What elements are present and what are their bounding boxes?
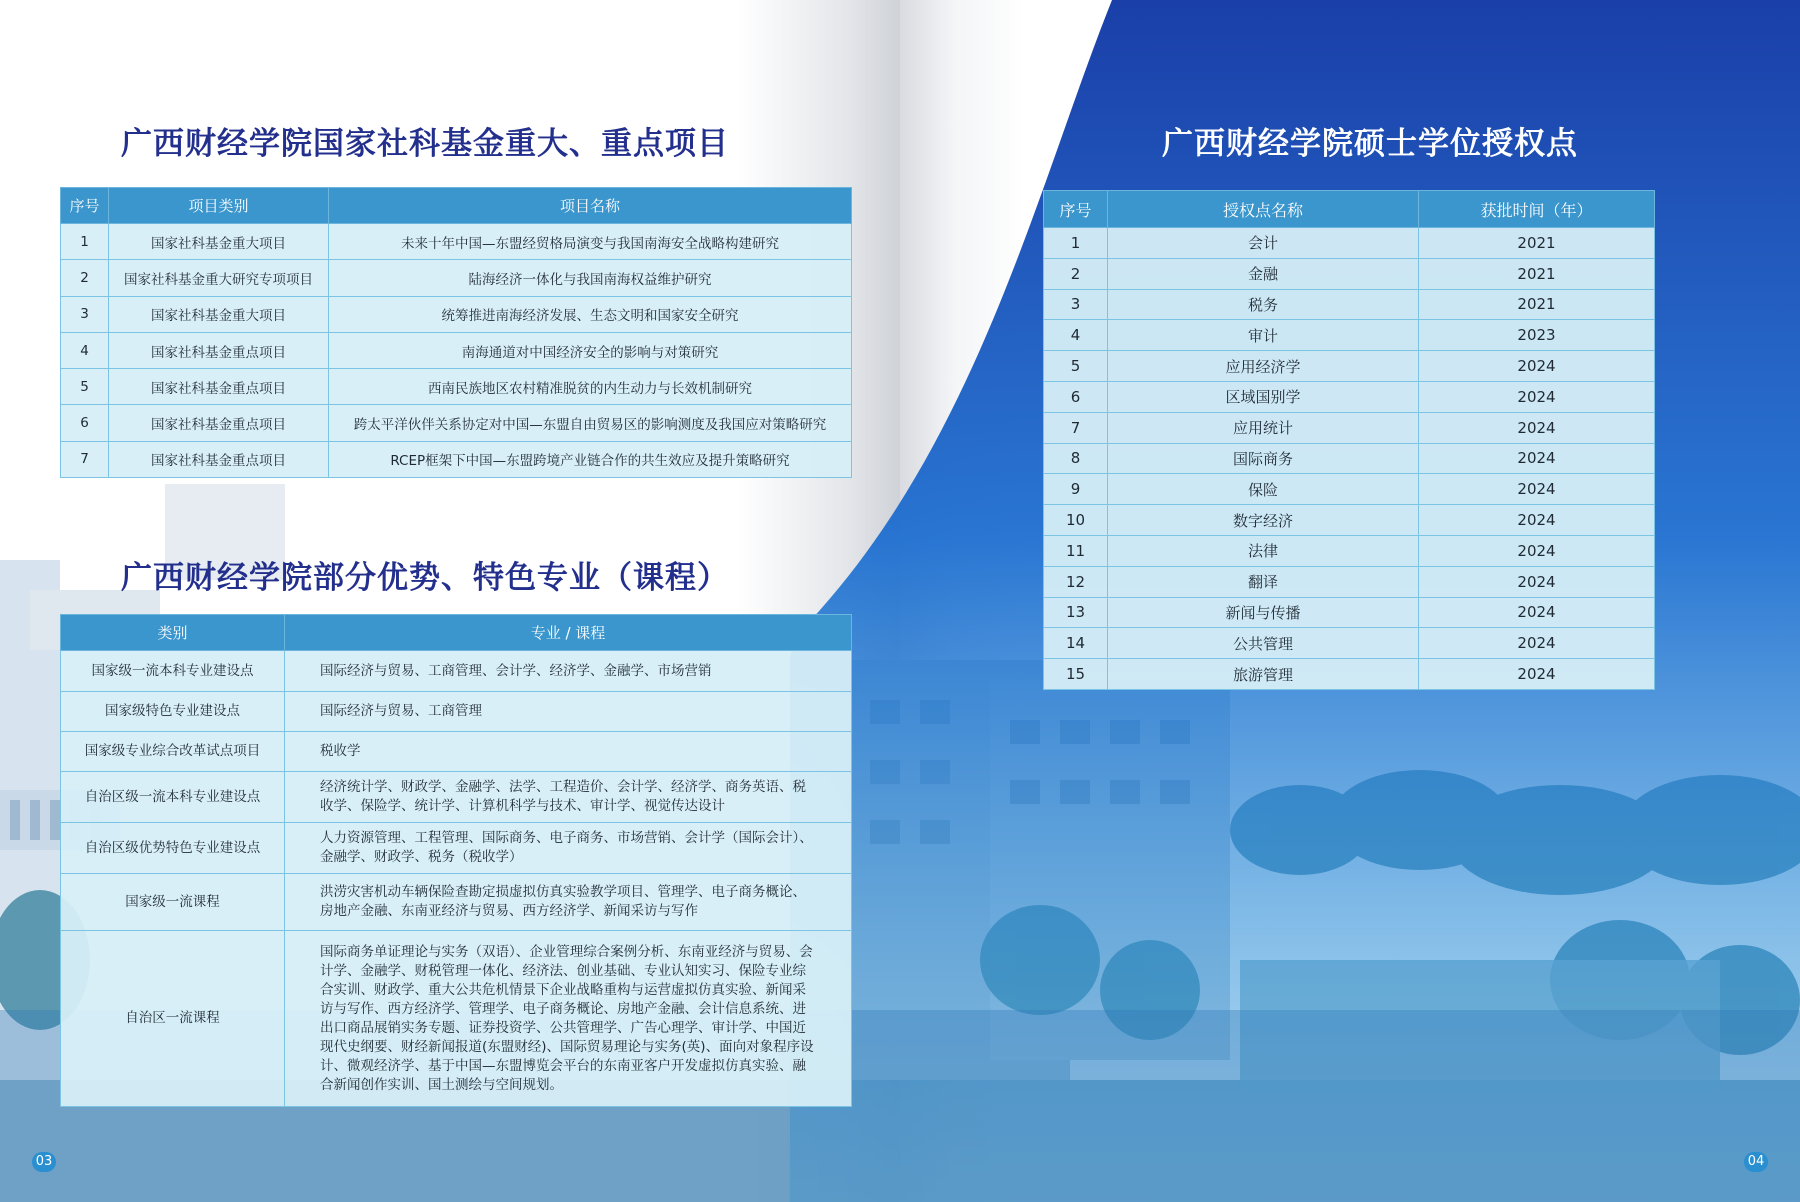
header-approval-year: 获批时间（年） — [1419, 191, 1655, 228]
cell-approval-year: 2024 — [1419, 597, 1655, 628]
cell-index: 3 — [61, 296, 109, 332]
header-index: 序号 — [1044, 191, 1108, 228]
table-row — [61, 260, 852, 296]
cell-approval-year: 2024 — [1419, 351, 1655, 382]
projects-title: 广西财经学院国家社科基金重大、重点项目 — [121, 126, 729, 162]
cell-category: 国家社科基金重点项目 — [109, 405, 329, 441]
cell-project-name: 未来十年中国—东盟经贸格局演变与我国南海安全战略构建研究 — [329, 224, 852, 260]
majors-title: 广西财经学院部分优势、特色专业（课程） — [121, 560, 729, 596]
cell-subjects: 人力资源管理、工程管理、国际商务、电子商务、市场营销、会计学（国际会计）、金融学、财政学、税务（税收学） — [285, 823, 852, 874]
table-row — [1044, 443, 1655, 474]
table-row — [61, 651, 852, 692]
header-category: 类别 — [61, 615, 285, 651]
cell-subjects: 洪涝灾害机动车辆保险查勘定损虚拟仿真实验教学项目、管理学、电子商务概论、房地产金融、东南亚经济与贸易、西方经济学、新闻采访与写作 — [285, 874, 852, 931]
header-degree-name: 授权点名称 — [1108, 191, 1419, 228]
table-row — [1044, 474, 1655, 505]
cell-degree-name: 法律 — [1108, 535, 1419, 566]
cell-degree-name: 会计 — [1108, 228, 1419, 259]
table-row — [1044, 628, 1655, 659]
cell-degree-name: 保险 — [1108, 474, 1419, 505]
cell-index: 6 — [61, 405, 109, 441]
cell-degree-name: 应用经济学 — [1108, 351, 1419, 382]
cell-category: 国家社科基金重点项目 — [109, 441, 329, 477]
table-row — [1044, 289, 1655, 320]
table-row — [1044, 659, 1655, 690]
table-row — [1044, 566, 1655, 597]
table-row — [1044, 597, 1655, 628]
page-number-left: 03 — [32, 1152, 56, 1172]
cell-index: 1 — [1044, 228, 1108, 259]
cell-category: 自治区级优势特色专业建设点 — [61, 823, 285, 874]
cell-category: 国家社科基金重点项目 — [109, 369, 329, 405]
cell-index: 1 — [61, 224, 109, 260]
cell-approval-year: 2024 — [1419, 628, 1655, 659]
cell-approval-year: 2024 — [1419, 443, 1655, 474]
cell-index: 3 — [1044, 289, 1108, 320]
table-row — [61, 874, 852, 931]
cell-category: 自治区级一流本科专业建设点 — [61, 772, 285, 823]
cell-category: 国家级一流本科专业建设点 — [61, 651, 285, 692]
cell-approval-year: 2024 — [1419, 412, 1655, 443]
cell-project-name: 统筹推进南海经济发展、生态文明和国家安全研究 — [329, 296, 852, 332]
table-row — [1044, 535, 1655, 566]
cell-index: 6 — [1044, 381, 1108, 412]
cell-index: 10 — [1044, 505, 1108, 536]
cell-approval-year: 2021 — [1419, 289, 1655, 320]
cell-index: 4 — [61, 332, 109, 368]
table-row — [61, 224, 852, 260]
cell-approval-year: 2024 — [1419, 474, 1655, 505]
cell-index: 15 — [1044, 659, 1108, 690]
table-row — [1044, 228, 1655, 259]
cell-approval-year: 2024 — [1419, 505, 1655, 536]
page-number-right: 04 — [1744, 1152, 1768, 1172]
table-row — [61, 692, 852, 732]
cell-index: 7 — [1044, 412, 1108, 443]
cell-index: 12 — [1044, 566, 1108, 597]
cell-approval-year: 2021 — [1419, 228, 1655, 259]
header-subjects: 专业 / 课程 — [285, 615, 852, 651]
table-row — [61, 823, 852, 874]
cell-project-name: RCEP框架下中国—东盟跨境产业链合作的共生效应及提升策略研究 — [329, 441, 852, 477]
cell-project-name: 陆海经济一体化与我国南海权益维护研究 — [329, 260, 852, 296]
table-row — [61, 441, 852, 477]
cell-category: 国家社科基金重大研究专项项目 — [109, 260, 329, 296]
table-header-row — [61, 188, 852, 224]
cell-project-name: 西南民族地区农村精准脱贫的内生动力与长效机制研究 — [329, 369, 852, 405]
cell-index: 13 — [1044, 597, 1108, 628]
cell-project-name: 南海通道对中国经济安全的影响与对策研究 — [329, 332, 852, 368]
cell-index: 5 — [1044, 351, 1108, 382]
cell-category: 国家级特色专业建设点 — [61, 692, 285, 732]
cell-approval-year: 2024 — [1419, 535, 1655, 566]
table-row — [61, 369, 852, 405]
header-project-name: 项目名称 — [329, 188, 852, 224]
cell-approval-year: 2024 — [1419, 381, 1655, 412]
cell-subjects: 税收学 — [285, 732, 852, 772]
cell-subjects: 国际商务单证理论与实务（双语）、企业管理综合案例分析、东南亚经济与贸易、会计学、金融学、财税管理一体化、经济法、创业基础、专业认知实习、保险专业综合实训、财政学、重大公共危机情景下企业战略重构与运营虚拟仿真实验、新闻采访与写作、西方经济学、管理学、电子商务概论、房地产金融、会计信息系统、进出口商品展销实务专题、证券投资学、公共管理学、广告心理学、审计学、中国近现代史纲要、财经新闻报道(东盟财经)、国际贸易理论与实务(英)、面向对象程序设计、微观经济学、基于中国—东盟博览会平台的东南亚客户开发虚拟仿真实验、融合新闻创作实训、国土测绘与空间规划。 — [285, 931, 852, 1107]
cell-index: 4 — [1044, 320, 1108, 351]
table-row — [1044, 258, 1655, 289]
cell-subjects: 经济统计学、财政学、金融学、法学、工程造价、会计学、经济学、商务英语、税收学、保险学、统计学、计算机科学与技术、审计学、视觉传达设计 — [285, 772, 852, 823]
table-header-row — [1044, 191, 1655, 228]
cell-index: 9 — [1044, 474, 1108, 505]
cell-index: 7 — [61, 441, 109, 477]
cell-subjects: 国际经济与贸易、工商管理 — [285, 692, 852, 732]
table-row — [1044, 351, 1655, 382]
cell-category: 国家社科基金重大项目 — [109, 224, 329, 260]
header-index: 序号 — [61, 188, 109, 224]
cell-index: 11 — [1044, 535, 1108, 566]
cell-degree-name: 翻译 — [1108, 566, 1419, 597]
table-row — [1044, 320, 1655, 351]
cell-project-name: 跨太平洋伙伴关系协定对中国—东盟自由贸易区的影响测度及我国应对策略研究 — [329, 405, 852, 441]
table-row — [1044, 412, 1655, 443]
cell-degree-name: 数字经济 — [1108, 505, 1419, 536]
cell-category: 自治区一流课程 — [61, 931, 285, 1107]
cell-degree-name: 国际商务 — [1108, 443, 1419, 474]
majors-table — [60, 614, 852, 1107]
table-row — [1044, 381, 1655, 412]
cell-degree-name: 金融 — [1108, 258, 1419, 289]
cell-category: 国家级一流课程 — [61, 874, 285, 931]
table-row — [61, 332, 852, 368]
cell-category: 国家社科基金重大项目 — [109, 296, 329, 332]
cell-approval-year: 2023 — [1419, 320, 1655, 351]
table-row — [61, 405, 852, 441]
cell-index: 5 — [61, 369, 109, 405]
projects-table — [60, 187, 852, 478]
cell-index: 14 — [1044, 628, 1108, 659]
cell-subjects: 国际经济与贸易、工商管理、会计学、经济学、金融学、市场营销 — [285, 651, 852, 692]
header-category: 项目类别 — [109, 188, 329, 224]
cell-degree-name: 审计 — [1108, 320, 1419, 351]
cell-approval-year: 2024 — [1419, 659, 1655, 690]
cell-degree-name: 区域国别学 — [1108, 381, 1419, 412]
cell-degree-name: 新闻与传播 — [1108, 597, 1419, 628]
table-row — [1044, 505, 1655, 536]
cell-degree-name: 公共管理 — [1108, 628, 1419, 659]
table-header-row — [61, 615, 852, 651]
cell-approval-year: 2021 — [1419, 258, 1655, 289]
cell-index: 2 — [1044, 258, 1108, 289]
cell-category: 国家级专业综合改革试点项目 — [61, 732, 285, 772]
cell-category: 国家社科基金重点项目 — [109, 332, 329, 368]
degrees-title: 广西财经学院硕士学位授权点 — [1162, 126, 1578, 162]
cell-degree-name: 旅游管理 — [1108, 659, 1419, 690]
cell-index: 2 — [61, 260, 109, 296]
table-row — [61, 931, 852, 1107]
degrees-table — [1043, 190, 1655, 690]
cell-approval-year: 2024 — [1419, 566, 1655, 597]
table-row — [61, 296, 852, 332]
cell-degree-name: 税务 — [1108, 289, 1419, 320]
table-row — [61, 772, 852, 823]
cell-index: 8 — [1044, 443, 1108, 474]
table-row — [61, 732, 852, 772]
cell-degree-name: 应用统计 — [1108, 412, 1419, 443]
